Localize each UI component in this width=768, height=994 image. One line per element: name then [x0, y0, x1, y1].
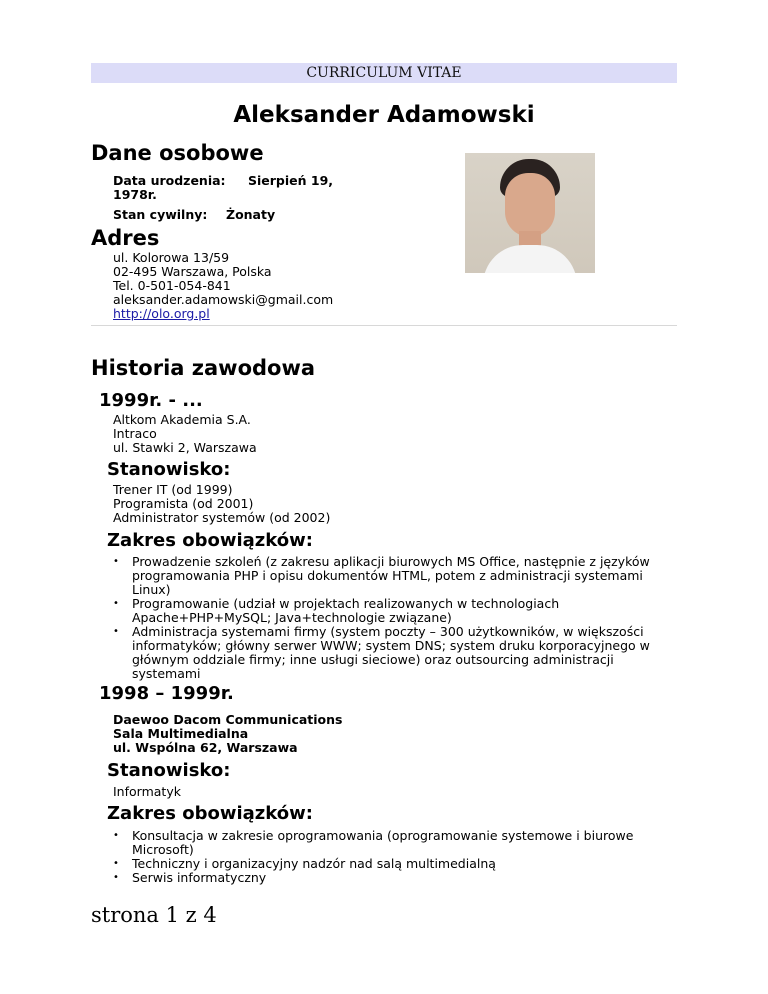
marital-label: Stan cywilny: [113, 207, 208, 222]
work-history-heading: Historia zawodowa [91, 356, 316, 380]
position-heading: Stanowisko: [107, 760, 231, 781]
website-link[interactable]: http://olo.org.pl [113, 306, 210, 321]
address-block [113, 251, 333, 321]
profile-photo [465, 153, 595, 273]
address-heading: Adres [91, 226, 160, 250]
position-item: Administrator systemów (od 2002) [113, 510, 331, 525]
address-phone: Tel. 0-501-054-841 [113, 278, 231, 293]
duty-item: • Konsultacja w zakresie oprogramowania (oprogramowanie systemowe i biurowe Microsoft) [113, 829, 673, 857]
personal-data-heading: Dane osobowe [91, 141, 264, 165]
job-period: 1998 – 1999r. [99, 683, 234, 704]
person-name: Aleksander Adamowski [233, 102, 535, 128]
job-company [113, 713, 342, 755]
address-email: aleksander.adamowski@gmail.com [113, 292, 334, 307]
position-item: Informatyk [113, 784, 181, 799]
duty-item: • Administracja systemami firmy (system poczty – 300 użytkowników, w większości informatyków; główny serwer WWW; system DNS; system druku korporacyjnego w głównym oddziale firmy; inne usługi sieciowe) oraz outsourcing administracji systemami [113, 625, 673, 681]
job-positions [113, 483, 330, 525]
duties-list [113, 555, 673, 681]
dob-value-cont: 1978r. [113, 187, 157, 202]
duty-item: • Serwis informatyczny [113, 871, 673, 885]
position-item: Trener IT (od 1999) [113, 482, 233, 497]
company-name: Daewoo Dacom Communications [113, 712, 343, 727]
company-address: ul. Wspólna 62, Warszawa [113, 740, 298, 755]
marital-status [113, 208, 275, 222]
address-street: ul. Kolorowa 13/59 [113, 250, 230, 265]
duty-item: • Prowadzenie szkoleń (z zakresu aplikacji biurowych MS Office, następnie z języków programowania PHP i opisu dokumentów HTML, potem z administracji systemami Linux) [113, 555, 673, 597]
position-heading: Stanowisko: [107, 459, 231, 480]
company-department: Sala Multimedialna [113, 726, 249, 741]
duty-item: • Programowanie (udział w projektach realizowanych w technologiach Apache+PHP+MySQL; Java+technologie związane) [113, 597, 673, 625]
dob-label: Data urodzenia: [113, 173, 226, 188]
section-divider [91, 325, 677, 326]
date-of-birth [113, 174, 333, 202]
duties-heading: Zakres obowiązków: [107, 530, 313, 551]
job-company [113, 413, 257, 455]
document-header: CURRICULUM VITAE [91, 63, 677, 83]
company-building: Intraco [113, 426, 157, 441]
marital-value: Żonaty [226, 207, 276, 222]
duties-list [113, 829, 673, 885]
page-number: strona 1 z 4 [91, 903, 217, 927]
address-city: 02-495 Warszawa, Polska [113, 264, 272, 279]
company-address: ul. Stawki 2, Warszawa [113, 440, 257, 455]
company-name: Altkom Akademia S.A. [113, 412, 251, 427]
position-item: Programista (od 2001) [113, 496, 254, 511]
duty-item: • Techniczny i organizacyjny nadzór nad salą multimedialną [113, 857, 673, 871]
dob-value: Sierpień 19, [248, 173, 334, 188]
job-period: 1999r. - ... [99, 390, 203, 411]
duties-heading: Zakres obowiązków: [107, 803, 313, 824]
job-positions [113, 785, 181, 799]
